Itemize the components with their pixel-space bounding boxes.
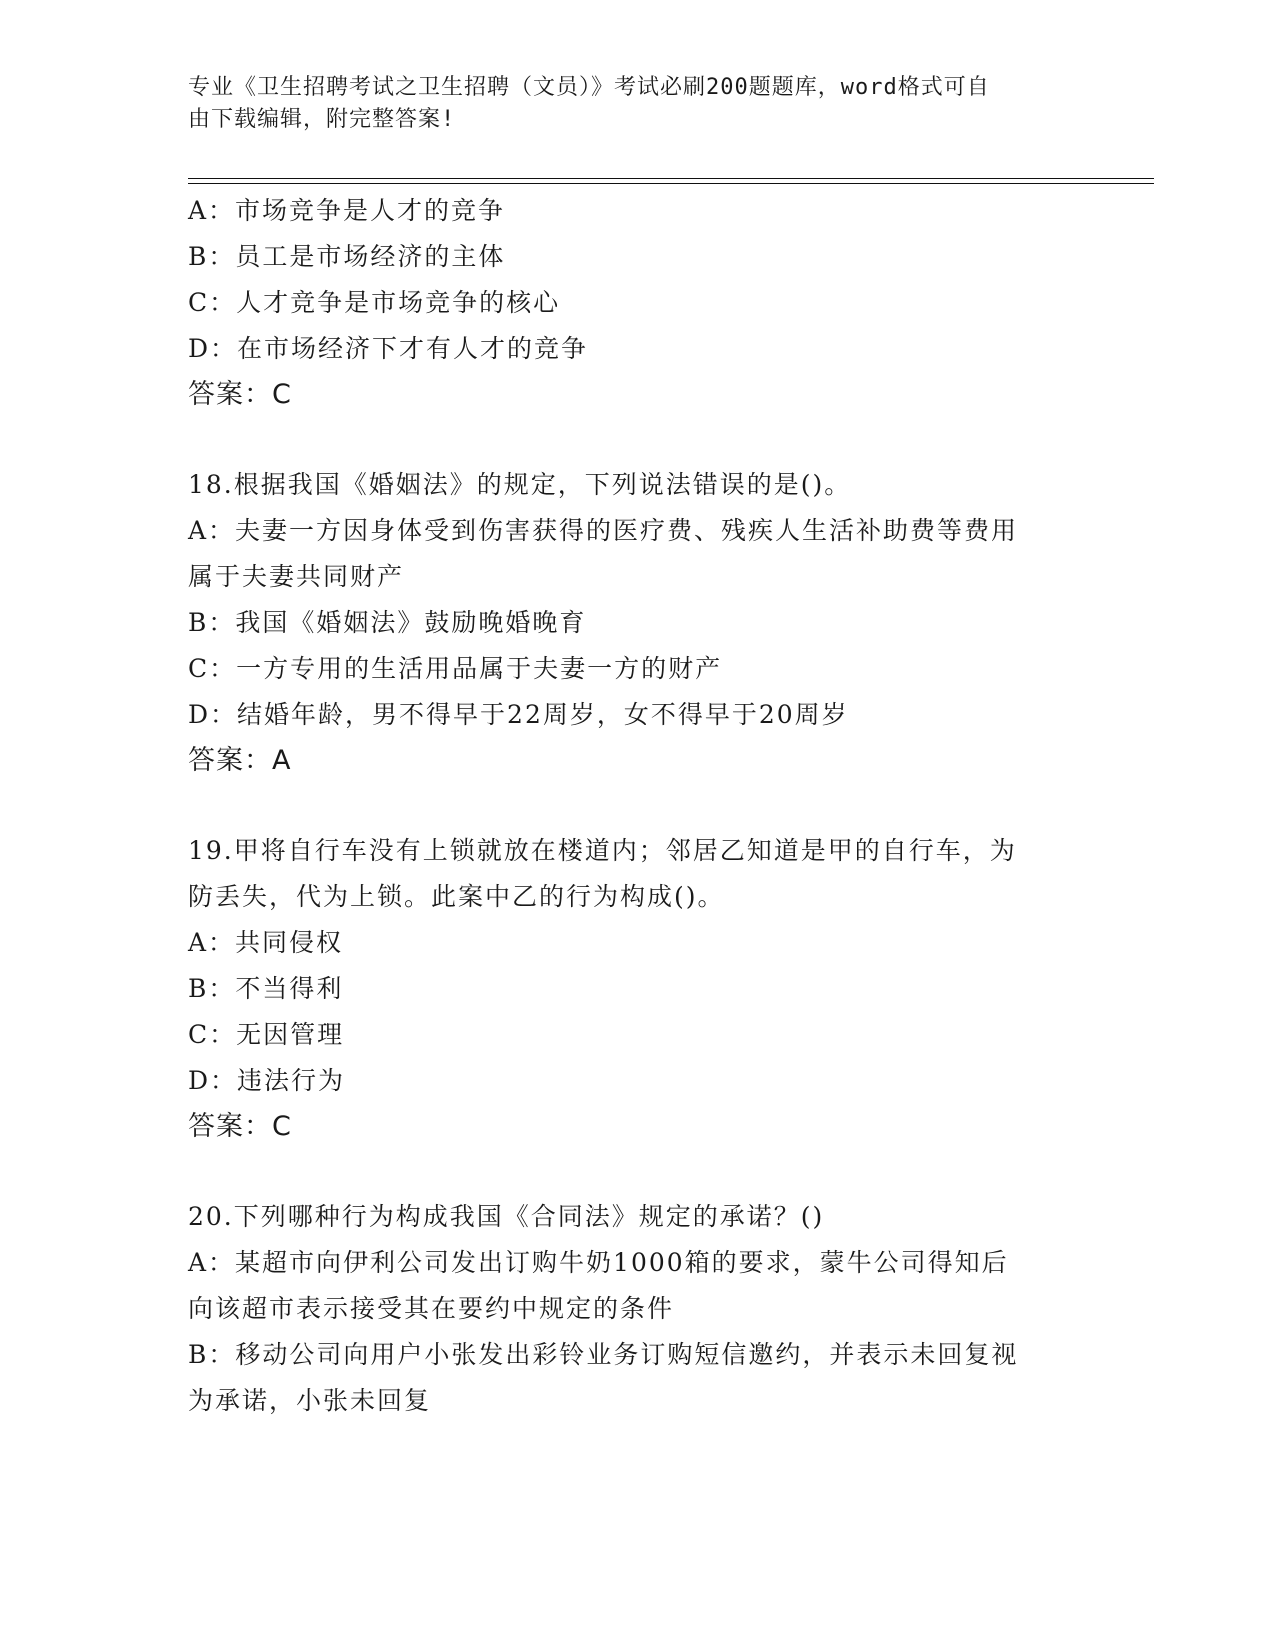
question-20 <box>188 1194 1088 1424</box>
option-d: D：违法行为 <box>188 1066 346 1095</box>
option-a-continued: 向该超市表示接受其在要约中规定的条件 <box>188 1294 675 1323</box>
question-stem-continued: 防丢失，代为上锁。此案中乙的行为构成()。 <box>188 882 725 911</box>
answer: 答案：C <box>188 379 292 410</box>
option-b: B：不当得利 <box>188 974 344 1003</box>
question-18 <box>188 462 1088 784</box>
header-line-1: 专业《卫生招聘考试之卫生招聘（文员）》考试必刷200题题库，word格式可自 <box>188 75 990 100</box>
question-stem: 18.根据我国《婚姻法》的规定，下列说法错误的是()。 <box>188 470 852 499</box>
question-19 <box>188 828 1088 1150</box>
answer: 答案：C <box>188 1111 292 1142</box>
option-c: C：无因管理 <box>188 1020 345 1049</box>
option-a: A：市场竞争是人才的竞争 <box>188 196 506 225</box>
header-rule-bottom <box>188 183 1154 184</box>
option-b-continued: 为承诺，小张未回复 <box>188 1386 432 1415</box>
spacer <box>188 1150 1088 1194</box>
option-a-continued: 属于夫妻共同财产 <box>188 562 405 591</box>
header-line-2: 由下载编辑，附完整答案! <box>188 107 456 132</box>
option-a: A：共同侵权 <box>188 928 344 957</box>
option-b: B：移动公司向用户小张发出彩铃业务订购短信邀约，并表示未回复视 <box>188 1340 1019 1369</box>
option-c: C：人才竞争是市场竞争的核心 <box>188 288 561 317</box>
option-a: A：夫妻一方因身体受到伤害获得的医疗费、残疾人生活补助费等费用 <box>188 516 1019 545</box>
question-17 <box>188 188 1088 418</box>
spacer <box>188 418 1088 462</box>
option-a: A：某超市向伊利公司发出订购牛奶1000箱的要求，蒙牛公司得知后 <box>188 1248 1009 1277</box>
option-c: C：一方专用的生活用品属于夫妻一方的财产 <box>188 654 723 683</box>
header-rule-top <box>188 178 1154 179</box>
document-header <box>188 72 1068 136</box>
question-list <box>188 188 1088 1424</box>
question-stem: 20.下列哪种行为构成我国《合同法》规定的承诺？() <box>188 1202 825 1231</box>
spacer <box>188 784 1088 828</box>
option-d: D：在市场经济下才有人才的竞争 <box>188 334 589 363</box>
option-b: B：我国《婚姻法》鼓励晚婚晚育 <box>188 608 587 637</box>
answer: 答案：A <box>188 745 292 776</box>
option-b: B：员工是市场经济的主体 <box>188 242 506 271</box>
option-d: D：结婚年龄，男不得早于22周岁，女不得早于20周岁 <box>188 700 849 729</box>
question-stem: 19.甲将自行车没有上锁就放在楼道内；邻居乙知道是甲的自行车，为 <box>188 836 1017 865</box>
